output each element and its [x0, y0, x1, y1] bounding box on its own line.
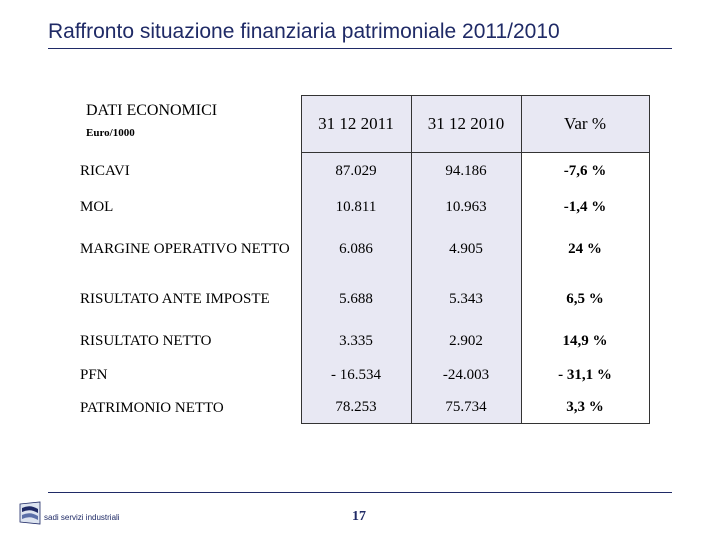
- table-row: [78, 190, 649, 225]
- value-2010: -24.003: [411, 359, 521, 392]
- value-var: 6,5 %: [521, 274, 649, 324]
- value-2010: 4.905: [411, 225, 521, 274]
- header-label: DATI ECONOMICI: [86, 101, 218, 119]
- value-var: 24 %: [521, 225, 649, 274]
- value-2010: 5.343: [411, 274, 521, 324]
- value-2010: 10.963: [411, 190, 521, 225]
- row-label: MARGINE OPERATIVO NETTO: [80, 241, 290, 257]
- row-label: RICAVI: [80, 163, 130, 179]
- row-label: RISULTATO NETTO: [80, 333, 212, 349]
- row-label: PFN: [80, 367, 108, 383]
- title-divider: [48, 48, 672, 49]
- header-2011: 31 12 2011: [301, 96, 411, 153]
- value-var: - 31,1 %: [521, 359, 649, 392]
- row-label: RISULTATO ANTE IMPOSTE: [80, 290, 270, 307]
- value-2011: 3.335: [301, 324, 411, 359]
- slide-title: Raffronto situazione finanziaria patrimoniale 2011/2010: [48, 20, 560, 43]
- value-2010: 94.186: [411, 153, 521, 190]
- value-2011: 87.029: [301, 153, 411, 190]
- value-2011: 78.253: [301, 392, 411, 424]
- table-row: [78, 274, 649, 324]
- header-unit: Euro/1000: [86, 126, 135, 139]
- value-2010: 2.902: [411, 324, 521, 359]
- company-logo-icon: [18, 500, 42, 526]
- value-2011: 6.086: [301, 225, 411, 274]
- value-var: -1,4 %: [521, 190, 649, 225]
- table-header-row: [78, 96, 649, 153]
- row-label: PATRIMONIO NETTO: [80, 399, 224, 416]
- logo-text: sadi servizi industriali: [44, 513, 120, 522]
- table-row: [78, 324, 649, 359]
- value-2011: 10.811: [301, 190, 411, 225]
- table-row: [78, 153, 649, 190]
- table-row: [78, 225, 649, 274]
- value-2010: 75.734: [411, 392, 521, 424]
- financial-table: [78, 95, 650, 424]
- value-var: 14,9 %: [521, 324, 649, 359]
- value-var: -7,6 %: [521, 153, 649, 190]
- value-2011: 5.688: [301, 274, 411, 324]
- page-number: 17: [352, 509, 366, 524]
- header-var: Var %: [521, 96, 649, 153]
- header-2010: 31 12 2010: [411, 96, 521, 153]
- value-2011: - 16.534: [301, 359, 411, 392]
- table-row: [78, 359, 649, 392]
- footer-divider: [48, 492, 672, 493]
- table-row: [78, 392, 649, 424]
- value-var: 3,3 %: [521, 392, 649, 424]
- header-label-cell: [78, 96, 301, 153]
- row-label: MOL: [80, 199, 114, 215]
